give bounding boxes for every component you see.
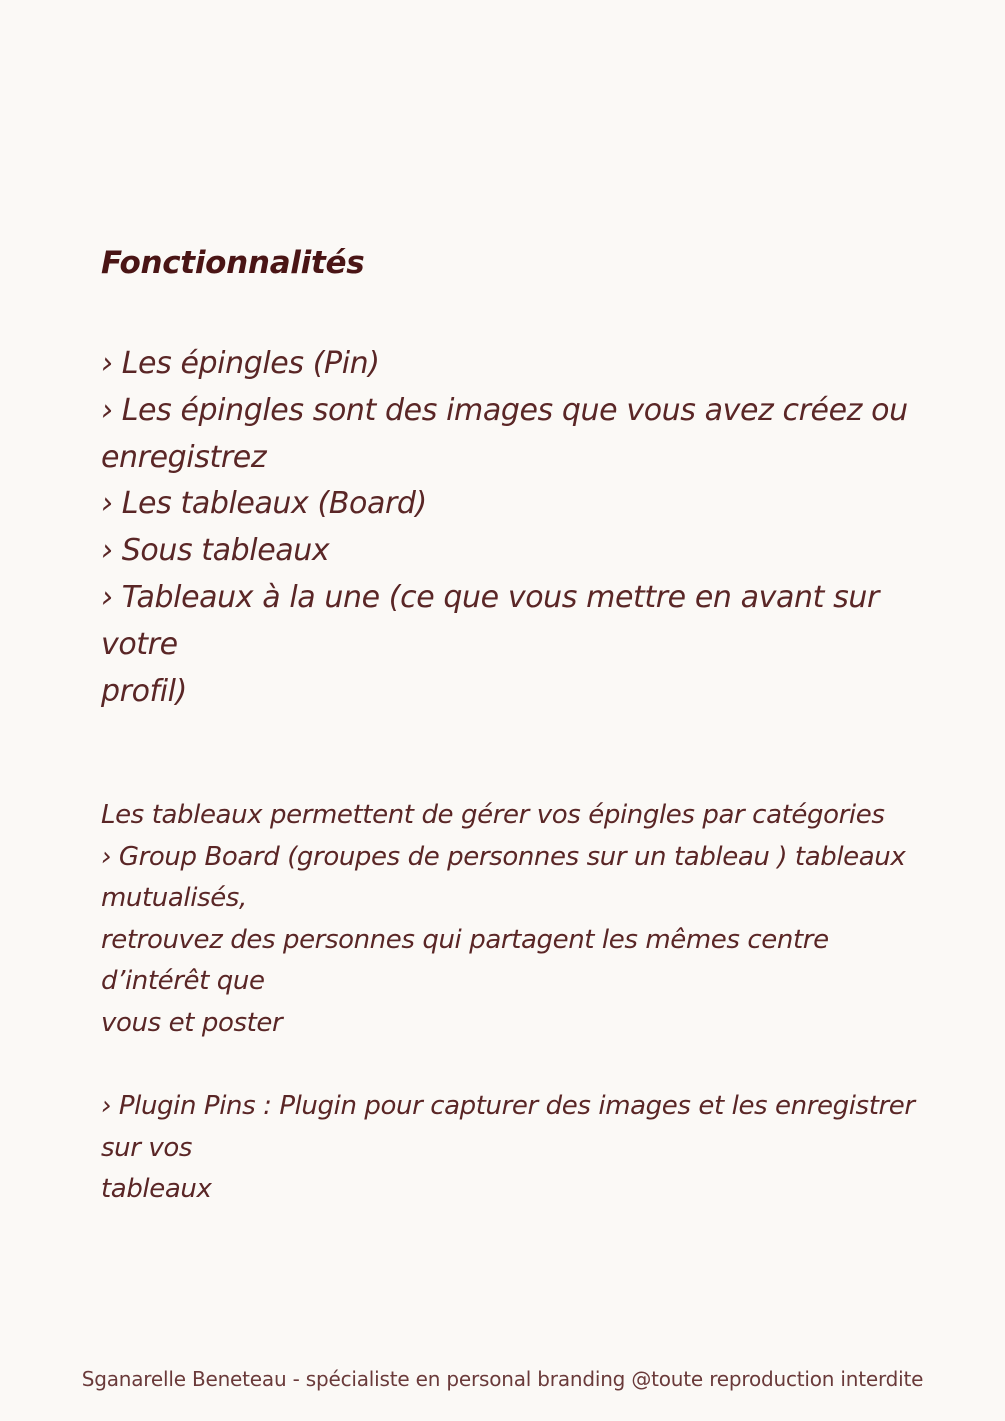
- section-heading: Fonctionnalités: [101, 245, 365, 281]
- feature-line: › Les épingles (Pin): [101, 346, 380, 381]
- paragraph-line: retrouvez des personnes qui partagent les mêmes centre: [101, 924, 829, 955]
- feature-line: › Tableaux à la une (ce que vous mettre en avant sur votre: [101, 579, 879, 662]
- feature-line: › Les épingles sont des images que vous avez créez ou: [101, 392, 908, 428]
- feature-line: profil): [101, 673, 187, 709]
- paragraph-line: Les tableaux permettent de gérer vos épingles par catégories: [101, 800, 885, 830]
- paragraph-line: › Group Board (groupes de personnes sur un tableau ) tableaux: [101, 841, 906, 872]
- boards-paragraph: [101, 795, 941, 1045]
- plugin-paragraph: [101, 1086, 941, 1211]
- paragraph-line: mutualisés,: [101, 883, 247, 914]
- paragraph-line: tableaux: [101, 1174, 212, 1205]
- paragraph-line: sur vos: [101, 1132, 193, 1163]
- page-footer: Sganarelle Beneteau - spécialiste en personal branding @toute reproduction interdite: [81, 1367, 924, 1391]
- paragraph-line: › Plugin Pins : Plugin pour capturer des images et les enregistrer: [101, 1091, 915, 1121]
- feature-list: [101, 341, 941, 715]
- feature-line: › Sous tableaux: [101, 533, 330, 569]
- paragraph-line: vous et poster: [101, 1007, 283, 1038]
- feature-line: › Les tableaux (Board): [101, 486, 427, 522]
- feature-line: enregistrez: [101, 439, 267, 475]
- paragraph-line: d’intérêt que: [101, 966, 265, 997]
